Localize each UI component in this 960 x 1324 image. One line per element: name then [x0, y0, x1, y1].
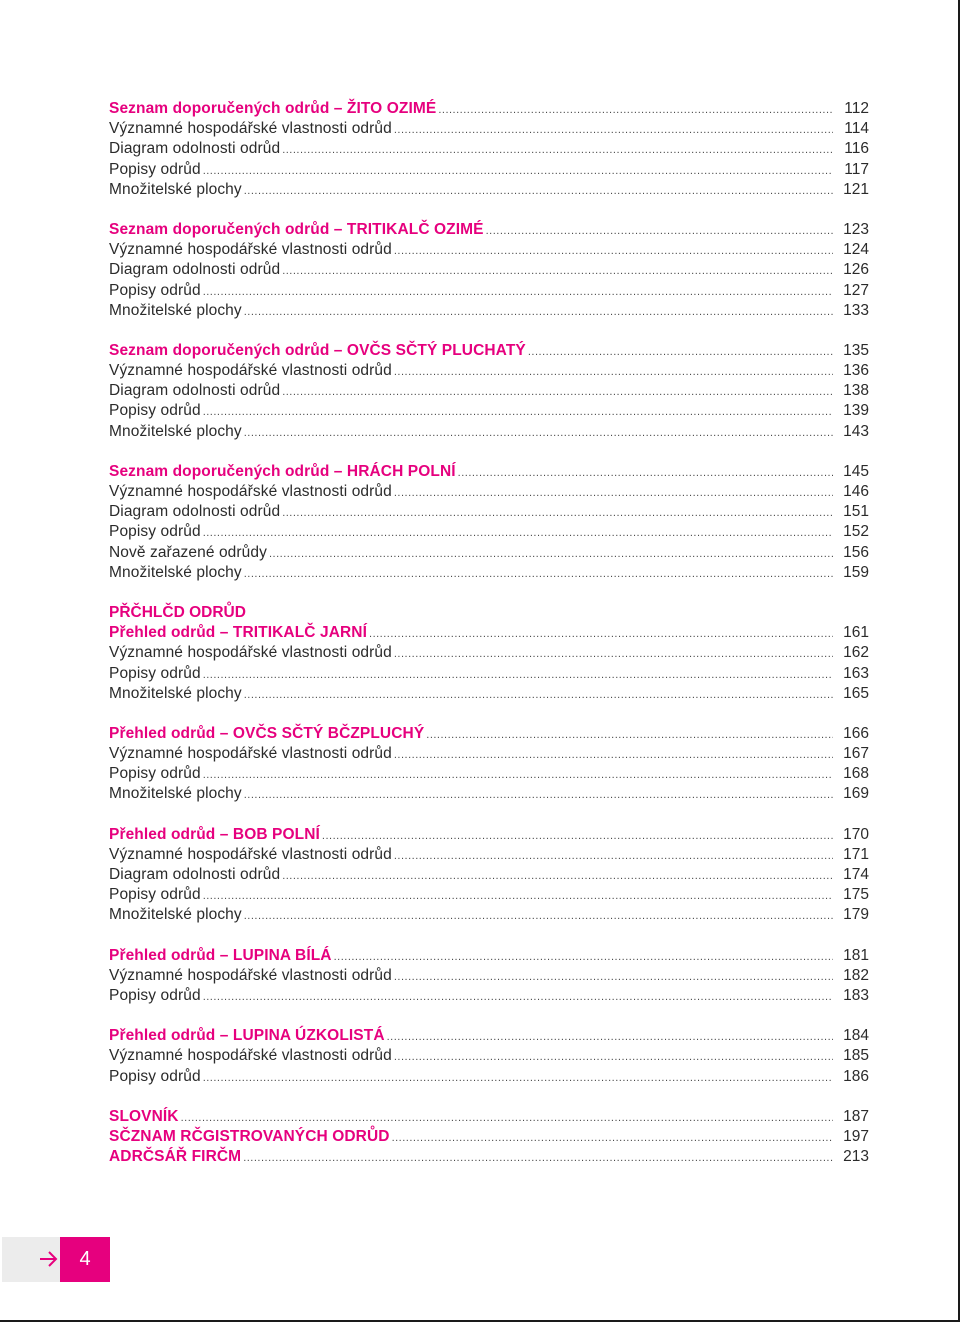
toc-page-number: 187 — [843, 1107, 869, 1125]
toc-heading-row[interactable] — [109, 220, 869, 240]
toc-heading-row[interactable] — [109, 341, 869, 361]
toc-entry-label: Množitelské plochy — [109, 785, 242, 803]
dot-leader — [282, 866, 833, 886]
toc-entry-row[interactable] — [109, 281, 869, 301]
dot-leader — [203, 886, 833, 906]
toc-page-number: 169 — [843, 785, 869, 803]
toc-page-number: 166 — [843, 724, 869, 742]
toc-entry-row[interactable] — [109, 502, 869, 522]
toc-entry-row[interactable] — [109, 361, 869, 381]
toc-entry-label: Významné hospodářské vlastnosti odrůd — [109, 845, 392, 863]
dot-leader — [282, 261, 833, 281]
toc-page-number: 179 — [843, 906, 869, 924]
toc-section — [109, 220, 869, 321]
dot-leader — [282, 503, 833, 523]
toc-page-number: 127 — [843, 281, 869, 299]
dot-leader — [203, 161, 833, 181]
dot-leader — [528, 342, 833, 362]
dot-leader — [244, 564, 833, 584]
toc-page-number: 161 — [843, 624, 869, 642]
toc-page-number: 116 — [844, 140, 869, 158]
toc-entry-label: Významné hospodářské vlastnosti odrůd — [109, 483, 392, 500]
dot-leader — [394, 644, 833, 664]
toc-page-number: 186 — [843, 1067, 869, 1085]
dot-leader — [203, 523, 833, 543]
toc-entry-label: Významné hospodářské vlastnosti odrůd — [109, 362, 392, 380]
toc-page-number: 165 — [843, 684, 869, 702]
toc-page-number: 112 — [844, 100, 869, 117]
dot-leader — [244, 785, 833, 805]
toc-entry-label: Popisy odrůd — [109, 160, 201, 178]
toc-entry-row[interactable] — [109, 401, 869, 421]
toc-entry-label: Množitelské plochy — [109, 684, 242, 702]
dot-leader — [244, 181, 833, 201]
toc-entry-row[interactable] — [109, 744, 869, 764]
toc-entry-label: ADRČSÁŘ FIRČM — [109, 1148, 242, 1166]
toc-section — [109, 603, 869, 704]
toc-entry-label: Seznam doporučených odrůd – OVČS SČTÝ PLUCHATÝ — [109, 341, 526, 359]
dot-leader — [243, 1148, 833, 1168]
toc-entry-label: Diagram odolnosti odrůd — [109, 866, 281, 883]
toc-section — [109, 946, 869, 1007]
toc-page-number: 181 — [843, 946, 869, 964]
toc-entry-row[interactable] — [109, 684, 869, 704]
toc-entry-row[interactable] — [109, 381, 869, 401]
dot-leader — [392, 1128, 833, 1148]
toc-section — [109, 462, 869, 583]
dot-leader — [394, 483, 833, 503]
toc-page-number: 126 — [843, 261, 869, 279]
toc-page-number: 168 — [843, 765, 869, 783]
toc-heading-row[interactable] — [109, 825, 869, 845]
toc-entry-label: Popisy odrůd — [109, 664, 201, 682]
dot-leader — [334, 947, 833, 967]
toc-entry-row[interactable] — [109, 905, 869, 925]
toc-entry-row[interactable] — [109, 119, 869, 139]
toc-entry-row[interactable] — [109, 986, 869, 1006]
dot-leader — [394, 967, 833, 987]
toc-page-number: 175 — [843, 886, 869, 904]
toc-entry-row[interactable] — [109, 301, 869, 321]
page-number: 4 — [79, 1248, 91, 1270]
toc-page-number: 123 — [843, 220, 869, 238]
toc-heading-row[interactable] — [109, 724, 869, 744]
dot-leader — [203, 765, 833, 785]
toc-page-number: 135 — [843, 341, 869, 359]
toc-page-number: 152 — [843, 523, 869, 541]
toc-entry-label: Významné hospodářské vlastnosti odrůd — [109, 966, 392, 984]
toc-page-number: 174 — [843, 866, 869, 883]
dot-leader — [282, 382, 833, 402]
toc-entry-row[interactable] — [109, 885, 869, 905]
dot-leader — [394, 241, 833, 261]
dot-leader — [181, 1108, 833, 1128]
toc-page-number: 171 — [843, 845, 869, 863]
dot-leader — [203, 402, 833, 422]
dot-leader — [203, 665, 833, 685]
toc-page-number: 184 — [843, 1027, 869, 1045]
toc-entry-row[interactable] — [109, 422, 869, 442]
toc-entry-row[interactable] — [109, 240, 869, 260]
toc-entry-row[interactable] — [109, 845, 869, 865]
dot-leader — [438, 100, 833, 120]
toc-entry-row[interactable] — [109, 522, 869, 542]
toc-entry-row[interactable] — [109, 664, 869, 684]
toc-heading-row[interactable] — [109, 1107, 869, 1127]
dot-leader — [203, 987, 833, 1007]
toc-page-number: 156 — [843, 543, 869, 561]
toc-page-number: 145 — [843, 462, 869, 480]
toc-page-number: 163 — [843, 664, 869, 682]
toc-entry-row[interactable] — [109, 160, 869, 180]
dot-leader — [203, 1068, 833, 1088]
dot-leader — [387, 1027, 833, 1047]
dot-leader — [269, 544, 833, 564]
dot-leader — [282, 140, 833, 160]
toc-entry-label: Seznam doporučených odrůd – TRITIKALČ OZIMÉ — [109, 220, 484, 238]
toc-section — [109, 1107, 869, 1168]
toc-entry-label: SLOVNÍK — [109, 1107, 179, 1125]
toc-entry-row[interactable] — [109, 1046, 869, 1066]
toc-section — [109, 341, 869, 442]
toc-entry-row[interactable] — [109, 764, 869, 784]
toc-entry-label: Významné hospodářské vlastnosti odrůd — [109, 1047, 392, 1065]
toc-entry-label: Významné hospodářské vlastnosti odrůd — [109, 745, 392, 763]
dot-leader — [394, 846, 833, 866]
toc-section — [109, 1026, 869, 1087]
toc-section — [109, 99, 869, 200]
toc-entry-row[interactable] — [109, 180, 869, 200]
toc-heading-row[interactable] — [109, 99, 869, 119]
dot-leader — [244, 685, 833, 705]
toc-entry-label: Přehled odrůd – OVČS SČTÝ BČZPLUCHÝ — [109, 724, 425, 742]
toc-page-number: 185 — [843, 1047, 869, 1065]
toc-page-number: 182 — [843, 966, 869, 984]
toc-entry-label: Popisy odrůd — [109, 523, 201, 541]
toc-entry-label: Množitelské plochy — [109, 906, 242, 924]
toc-page-number: 167 — [843, 745, 869, 763]
toc-page-number: 159 — [843, 563, 869, 581]
toc-entry-label: Diagram odolnosti odrůd — [109, 503, 281, 521]
dot-leader — [244, 906, 833, 926]
toc-page-number: 162 — [843, 644, 869, 662]
toc-entry-row[interactable] — [109, 482, 869, 502]
toc-entry-label: Množitelské plochy — [109, 563, 242, 581]
toc-entry-label: Množitelské plochy — [109, 180, 242, 198]
toc-entry-label: Nově zařazené odrůdy — [109, 543, 267, 561]
dot-leader — [458, 463, 833, 483]
dot-leader — [369, 624, 833, 644]
dot-leader — [394, 120, 833, 140]
page-number-box — [60, 1237, 110, 1282]
toc-page-number: 136 — [843, 362, 869, 380]
toc-page-number: 139 — [843, 402, 869, 420]
toc-entry-label: Množitelské plochy — [109, 422, 242, 440]
dot-leader — [486, 221, 833, 241]
toc-heading-row[interactable] — [109, 1026, 869, 1046]
toc-heading-row[interactable] — [109, 1147, 869, 1167]
toc-entry-label: Popisy odrůd — [109, 765, 201, 783]
toc-entry-label: Seznam doporučených odrůd – ŽITO OZIMÉ — [109, 100, 437, 117]
dot-leader — [426, 725, 833, 745]
dot-leader — [394, 362, 833, 382]
page-footer — [2, 1237, 108, 1282]
toc-entry-label: Přehled odrůd – BOB POLNÍ — [109, 825, 320, 843]
toc-entry-row[interactable] — [109, 1067, 869, 1087]
toc-page-number: 170 — [843, 825, 869, 843]
toc-page-number: 183 — [843, 986, 869, 1004]
toc-section — [109, 825, 869, 926]
toc-entry-label: Popisy odrůd — [109, 281, 201, 299]
toc-page-number: 143 — [843, 422, 869, 440]
toc-heading-row[interactable] — [109, 623, 869, 643]
toc-entry-row[interactable] — [109, 543, 869, 563]
toc-entry-row[interactable] — [109, 784, 869, 804]
arrow-right-icon — [38, 1248, 60, 1270]
toc-page-number: 124 — [843, 241, 869, 259]
toc-entry-label: Diagram odolnosti odrůd — [109, 382, 281, 400]
dot-leader — [322, 826, 833, 846]
toc-heading-row[interactable] — [109, 462, 869, 482]
toc-entry-label: Významné hospodářské vlastnosti odrůd — [109, 120, 392, 138]
toc-entry-label: Přehled odrůd – TRITIKALČ JARNÍ — [109, 624, 368, 642]
toc-entry-label: Diagram odolnosti odrůd — [109, 140, 281, 158]
toc-page-number: 213 — [843, 1148, 869, 1166]
toc-page-number: 197 — [843, 1127, 869, 1145]
toc-entry-label: Popisy odrůd — [109, 986, 201, 1004]
dot-leader — [244, 302, 833, 322]
toc-entry-row[interactable] — [109, 865, 869, 885]
toc-entry-label: Významné hospodářské vlastnosti odrůd — [109, 644, 392, 662]
toc-page-number: 133 — [843, 301, 869, 319]
toc-page-number: 121 — [843, 180, 869, 198]
toc-entry-row[interactable] — [109, 260, 869, 280]
toc-entry-label: SČZNAM RČGISTROVANÝCH ODRŮD — [109, 1127, 390, 1145]
dot-leader — [244, 423, 833, 443]
toc-entry-row[interactable] — [109, 563, 869, 583]
dot-leader — [394, 745, 833, 765]
toc-entry-label: Popisy odrůd — [109, 402, 201, 420]
toc-part-heading: PŘČHLČD ODRŮD — [109, 603, 246, 621]
toc-entry-label: Přehled odrůd – LUPINA BÍLÁ — [109, 946, 332, 964]
toc-section — [109, 724, 869, 805]
toc-page-number: 114 — [844, 120, 869, 138]
toc-page-number: 117 — [844, 160, 869, 178]
table-of-contents — [109, 99, 869, 1187]
toc-entry-row[interactable] — [109, 139, 869, 159]
toc-page-number: 146 — [843, 483, 869, 500]
toc-page-number: 151 — [843, 503, 869, 521]
toc-entry-label: Množitelské plochy — [109, 301, 242, 319]
dot-leader — [203, 282, 833, 302]
toc-entry-label: Diagram odolnosti odrůd — [109, 261, 281, 279]
toc-entry-label: Popisy odrůd — [109, 1067, 201, 1085]
toc-heading-row[interactable] — [109, 946, 869, 966]
toc-entry-label: Seznam doporučených odrůd – HRÁCH POLNÍ — [109, 462, 456, 480]
dot-leader — [394, 1047, 833, 1067]
toc-entry-row[interactable] — [109, 966, 869, 986]
toc-entry-row[interactable] — [109, 643, 869, 663]
toc-heading-row[interactable] — [109, 1127, 869, 1147]
toc-page-number: 138 — [843, 382, 869, 400]
toc-entry-label: Významné hospodářské vlastnosti odrůd — [109, 241, 392, 259]
toc-entry-label: Popisy odrůd — [109, 886, 201, 904]
toc-entry-label: Přehled odrůd – LUPINA ÚZKOLISTÁ — [109, 1027, 385, 1045]
